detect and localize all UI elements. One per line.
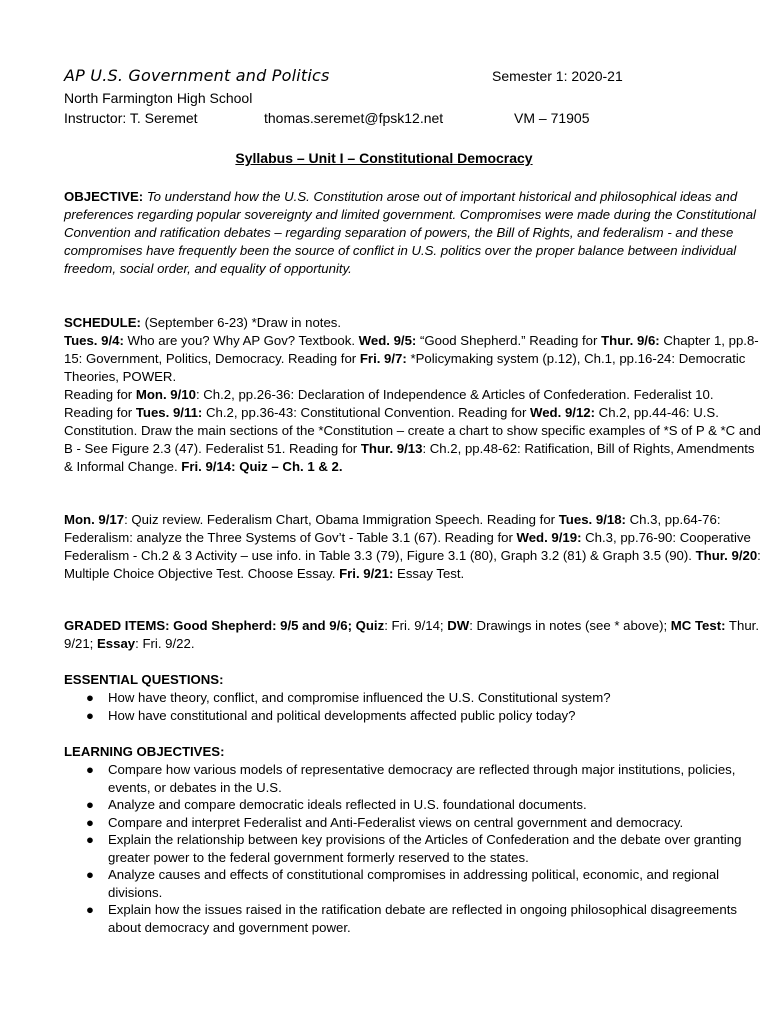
text-run: : Multiple Choice Objective Test. Choose Essay. [64, 548, 761, 581]
bold-run: Wed. 9/5: [358, 333, 417, 348]
schedule-week-1 [64, 332, 764, 476]
voicemail: VM – 71905 [514, 110, 590, 126]
learning-objectives [64, 743, 764, 936]
text-run: “Good Shepherd.” Reading for [416, 333, 602, 348]
bold-run: Thur. 9/6: [601, 333, 660, 348]
essential-question-text: How have theory, conflict, and compromise influenced the U.S. Constitutional system? [108, 690, 611, 705]
text-run: *Policymaking system (p.12), Ch.1, pp.16-24: Democratic Theories, POWER. [64, 351, 746, 384]
learning-objective-text: Analyze causes and effects of constitutional compromises in addressing political, economic, and regional divisions. [108, 867, 720, 900]
objective-label: OBJECTIVE: [64, 189, 144, 204]
text-run: : Ch.2, pp.48-62: Ratification, Bill of Rights, Amendments & Informal Change. [64, 441, 755, 474]
essential-list [64, 689, 764, 724]
learning-objective-text: Explain the relationship between key provisions of the Articles of Confederation and the debate over granting greater power to the federal government formerly reserved to the states. [108, 832, 742, 865]
learning-list [64, 761, 764, 936]
bold-run: Fri. 9/21: [339, 566, 394, 581]
learning-objective [64, 866, 764, 901]
text-run: Who are you? Why AP Gov? Textbook. [123, 333, 359, 348]
bullet-icon: ● [86, 832, 94, 847]
school-name: North Farmington High School [64, 90, 253, 106]
bold-run: Fri. 9/14: Quiz – Ch. 1 & 2. [181, 459, 343, 474]
text-run: Ch.2, pp.36-43: Constitutional Convention. Reading for [202, 405, 531, 420]
bullet-icon: ● [86, 867, 94, 882]
text-run: : Ch.2, pp.26-36: Declaration of Independence & Articles of Confederation. Federalist 10. Reading for [64, 387, 714, 420]
bullet-icon: ● [86, 814, 94, 830]
learning-objective [64, 761, 764, 796]
text-run: Ch.2, pp.44-46: U.S. Constitution. Draw the main sections of the *Constitution – create a chart to show specific examples of *S of P & *C and B - See Figure 2.3 (47). Federalist 51. Reading for [64, 405, 761, 456]
text-run: Essay Test. [393, 566, 465, 581]
text-run: : Quiz review. Federalism Chart, Obama Immigration Speech. Reading for [124, 512, 559, 527]
essential-question [64, 689, 764, 707]
essential-questions [64, 671, 764, 724]
bold-run: Essay [97, 636, 136, 651]
essential-label: ESSENTIAL QUESTIONS: [64, 672, 224, 687]
learning-objective-text: Explain how the issues raised in the ratification debate are reflected in ongoing philosophical disagreements about democracy and government power. [108, 902, 737, 935]
schedule-label: SCHEDULE: [64, 315, 141, 330]
text-run: Reading for [64, 387, 136, 402]
schedule-range: (September 6-23) *Draw in notes. [140, 315, 342, 330]
bold-run: Tues. 9/4: [64, 333, 124, 348]
learning-objective-text: Compare and interpret Federalist and Anti-Federalist views on central government and democracy. [108, 814, 684, 830]
bold-run: MC Test: [670, 618, 726, 633]
semester: Semester 1: 2020-21 [492, 68, 623, 84]
instructor-email[interactable]: thomas.seremet@fpsk12.net [264, 110, 444, 126]
bold-run: Fri. 9/7: [359, 351, 407, 366]
bullet-icon: ● [86, 707, 94, 723]
text-run: : Fri. 9/14; [384, 618, 448, 633]
learning-objective-text: Compare how various models of representative democracy are reflected through major institutions, policies, events, or debates in the U.S. [108, 762, 736, 795]
bullet-icon: ● [86, 762, 94, 777]
learning-objective [64, 901, 764, 936]
learning-objective [64, 796, 764, 814]
bold-run: DW [447, 618, 470, 633]
instructor: Instructor: T. Seremet [64, 110, 198, 126]
graded-items [64, 617, 764, 653]
text-run: Thur. 9/21; [64, 618, 759, 651]
course-title: AP U.S. Government and Politics [64, 66, 330, 85]
bullet-icon: ● [86, 690, 94, 705]
bullet-icon: ● [86, 797, 94, 812]
syllabus-title: Syllabus – Unit I – Constitutional Democracy [235, 150, 533, 166]
essential-question [64, 707, 764, 725]
essential-question-text: How have constitutional and political developments affected public policy today? [108, 707, 576, 723]
bold-run: Mon. 9/17 [64, 512, 125, 527]
bold-run: Wed. 9/19: [516, 530, 582, 545]
objective-text: To understand how the U.S. Constitution arose out of important historical and philosophical ideas and preferences regarding popular sovereignty and limited government. Compromises were made during the Constitutional Convention and ratification debates – regarding separation of powers, the Bill of Rights, and federalism - and these compromises have frequently been the source of conflict in U.S. politics over the proper balance between individual freedom, social order, and equality of opportunity. [64, 189, 756, 276]
bold-run: Thur. 9/13 [360, 441, 423, 456]
text-run: : Fri. 9/22. [135, 636, 195, 651]
text-run: Ch.3, pp.76-90: Cooperative Federalism - Ch.2 & 3 Activity – use info. in Table 3.3 (79), Figure 3.1 (80), Graph 3.2 (81) & Graph 3.5 (90). [64, 530, 751, 563]
learning-label: LEARNING OBJECTIVES: [64, 744, 225, 759]
bold-run: Wed. 9/12: [530, 405, 595, 420]
learning-objective [64, 831, 764, 866]
text-run: Chapter 1, pp.8-15: Government, Politics, Democracy. Reading for [64, 333, 759, 366]
schedule-section [64, 314, 764, 476]
bullet-icon: ● [86, 902, 94, 917]
bold-run: Thur. 9/20 [695, 548, 758, 563]
bold-run: GRADED ITEMS: Good Shepherd: 9/5 and 9/6; Quiz [64, 618, 385, 633]
schedule-week-2 [64, 511, 764, 583]
bold-run: Tues. 9/11: [135, 405, 203, 420]
text-run: : Drawings in notes (see * above); [469, 618, 671, 633]
text-run: Ch.3, pp.64-76: Federalism: analyze the Three Systems of Gov’t - Table 3.1 (67). Reading for [64, 512, 721, 545]
learning-objective [64, 814, 764, 832]
bold-run: Mon. 9/10 [135, 387, 196, 402]
bold-run: Tues. 9/18: [558, 512, 626, 527]
learning-objective-text: Analyze and compare democratic ideals reflected in U.S. foundational documents. [108, 797, 587, 812]
objective-section [64, 188, 764, 278]
